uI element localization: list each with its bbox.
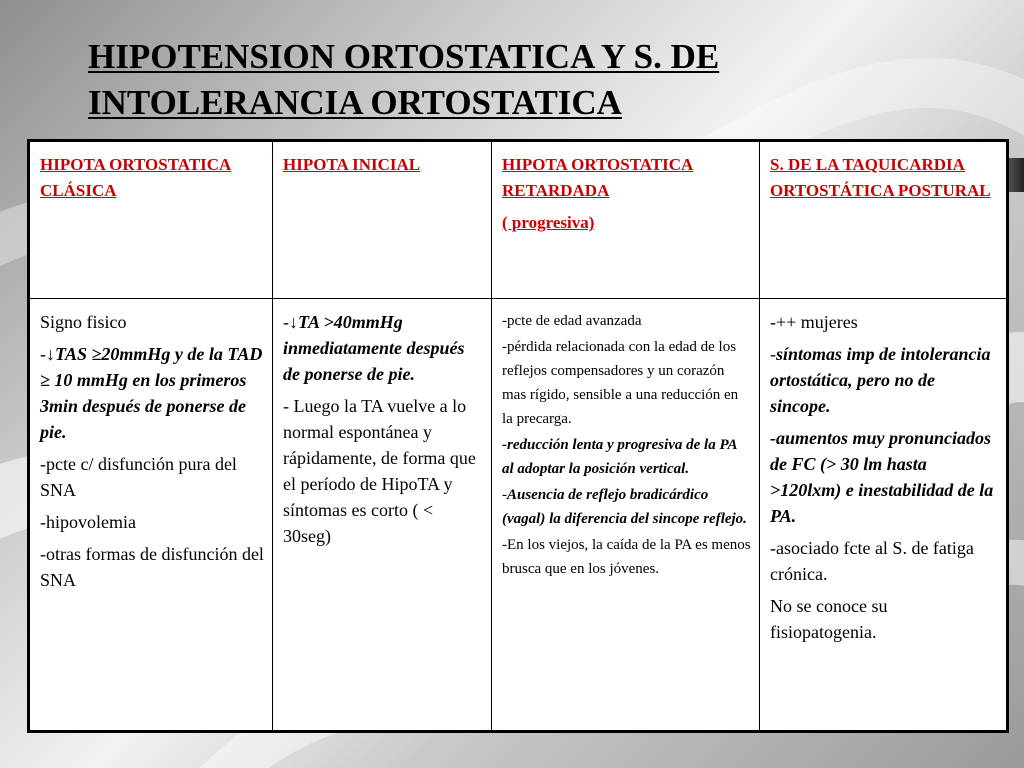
header-label: HIPOTA ORTOSTATICA CLÁSICA bbox=[40, 155, 232, 200]
text-prefix: - bbox=[40, 344, 46, 364]
table-header-row bbox=[29, 141, 1008, 299]
cell-text: -pérdida relacionada con la edad de los reflejos compensadores y un corazón mas rígido, sensible a una reducción en la precarga. bbox=[502, 339, 739, 427]
body-cell-clasica bbox=[29, 299, 273, 732]
header-cell-taquicardia bbox=[760, 141, 1008, 299]
table-body-row bbox=[29, 299, 1008, 732]
cell-text: No se conoce su fisiopatogenia. bbox=[770, 596, 888, 642]
cell-text bbox=[283, 309, 483, 387]
title-line-1: HIPOTENSION ORTOSTATICA Y S. DE bbox=[88, 37, 720, 76]
header-label: S. DE LA TAQUICARDIA ORTOSTÁTICA POSTURAL bbox=[770, 155, 991, 200]
cell-text: -hipovolemia bbox=[40, 512, 136, 532]
header-cell-clasica bbox=[29, 141, 273, 299]
cell-text bbox=[770, 341, 998, 419]
cell-text bbox=[502, 483, 751, 531]
title-line-2: INTOLERANCIA ORTOSTATICA bbox=[88, 83, 622, 122]
cell-text: -pcte de edad avanzada bbox=[502, 313, 642, 329]
page-title bbox=[88, 34, 988, 126]
cell-text: Signo fisico bbox=[40, 312, 127, 332]
emphasis-text: Ausencia de reflejo bradicárdico (vagal) la diferencia del sincope reflejo. bbox=[502, 487, 747, 527]
emphasis-text: ↓TA >40mmHg inmediatamente después de ponerse de pie. bbox=[283, 312, 465, 384]
cell-text bbox=[40, 341, 264, 445]
emphasis-text: -reducción lenta y progresiva de la PA al adoptar la posición vertical. bbox=[502, 437, 737, 477]
text-prefix: - bbox=[770, 344, 776, 364]
body-cell-taquicardia bbox=[760, 299, 1008, 732]
header-sublabel: ( progresiva) bbox=[502, 213, 595, 232]
cell-text: -otras formas de disfunción del SNA bbox=[40, 544, 264, 590]
cell-text: -En los viejos, la caída de la PA es menos brusca que en los jóvenes. bbox=[502, 537, 751, 577]
text-prefix: - bbox=[283, 312, 289, 332]
header-label: HIPOTA ORTOSTATICA RETARDADA bbox=[502, 155, 694, 200]
emphasis-text: síntomas imp de intolerancia ortostática, pero no de sincope. bbox=[770, 344, 991, 416]
emphasis-text: -aumentos muy pronunciados de FC (> 30 lm hasta >120lxm) e inestabilidad de la PA. bbox=[770, 428, 994, 526]
header-label: HIPOTA INICIAL bbox=[283, 155, 421, 174]
body-cell-inicial bbox=[273, 299, 492, 732]
header-cell-retardada bbox=[492, 141, 760, 299]
cell-text: - Luego la TA vuelve a lo normal espontánea y rápidamente, de forma que el período de HipoTA y síntomas es corto ( < 30seg) bbox=[283, 396, 476, 546]
header-cell-inicial bbox=[273, 141, 492, 299]
cell-text: -++ mujeres bbox=[770, 312, 858, 332]
cell-text: -asociado fcte al S. de fatiga crónica. bbox=[770, 538, 974, 584]
body-cell-retardada bbox=[492, 299, 760, 732]
text-prefix: - bbox=[502, 487, 507, 503]
comparison-table bbox=[27, 139, 1009, 733]
cell-text: -pcte c/ disfunción pura del SNA bbox=[40, 454, 237, 500]
emphasis-text: ↓TAS ≥20mmHg y de la TAD ≥ 10 mmHg en los primeros 3min después de ponerse de pie. bbox=[40, 344, 263, 442]
